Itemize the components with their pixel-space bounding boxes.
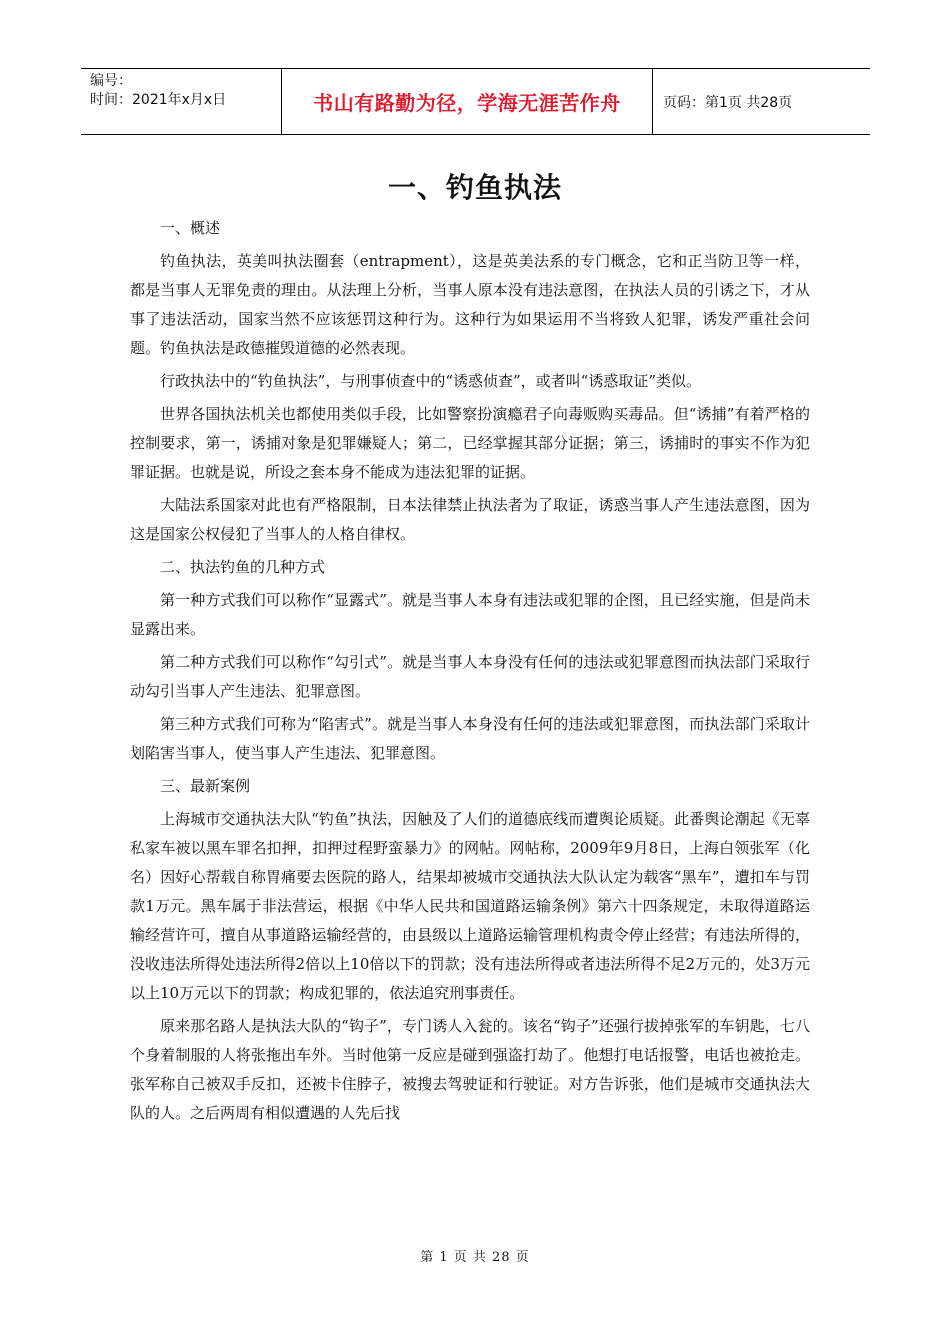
paragraph: 第三种方式我们可称为“陷害式”。就是当事人本身没有任何的违法或犯罪意图，而执法部门采取计划陷害当事人，使当事人产生违法、犯罪意图。 (130, 715, 810, 762)
paragraph: 原来那名路人是执法大队的“钩子”，专门诱人入瓮的。该名“钩子”还强行拔掉张军的车钥匙，七八个身着制服的人将张拖出车外。当时他第一反应是碰到强盗打劫了。他想打电话报警，电话也被抢走。张军称自己被双手反扣，还被卡住脖子，被搜去驾驶证和行驶证。对方告诉张，他们是城市交通执法大队的人。之后两周有相似遭遇的人先后找 (130, 1017, 810, 1122)
header-time-label: 时间：2021年x月x日 (90, 92, 227, 108)
document-header (81, 68, 870, 135)
document-body (130, 214, 810, 1132)
paragraph: 世界各国执法机关也都使用类似手段，比如警察扮演瘾君子向毒贩购买毒品。但“诱捕”有着严格的控制要求，第一，诱捕对象是犯罪嫌疑人；第二，已经掌握其部分证据；第三，诱捕时的事实不作为犯罪证据。也就是说，所设之套本身不能成为违法犯罪的证据。 (130, 405, 810, 481)
page-footer: 第 1 页 共 28 页 (420, 1250, 530, 1265)
paragraph: 大陆法系国家对此也有严格限制，日本法律禁止执法者为了取证，诱惑当事人产生违法意图，因为这是国家公权侵犯了当事人的人格自律权。 (130, 496, 810, 543)
section-heading: 一、概述 (160, 219, 221, 237)
paragraph: 行政执法中的“钓鱼执法”，与刑事侦查中的“诱惑侦查”，或者叫“诱惑取证”类似。 (160, 372, 702, 390)
paragraph: 第二种方式我们可以称作“勾引式”。就是当事人本身没有任何的违法或犯罪意图而执法部门采取行动勾引当事人产生违法、犯罪意图。 (130, 653, 810, 700)
header-meta (81, 69, 282, 134)
header-page-info: 页码：第1页 共28页 (663, 94, 793, 111)
section-heading: 二、执法钓鱼的几种方式 (160, 558, 326, 576)
section-heading: 三、最新案例 (160, 777, 251, 795)
paragraph: 钓鱼执法，英美叫执法圈套（entrapment），这是英美法系的专门概念，它和正当防卫等一样，都是当事人无罪免责的理由。从法理上分析，当事人原本没有违法意图，在执法人员的引诱之下，才从事了违法活动，国家当然不应该惩罚这种行为。这种行为如果运用不当将致人犯罪，诱发严重社会问题。钓鱼执法是政德摧毁道德的必然表现。 (130, 252, 810, 357)
paragraph: 上海城市交通执法大队“钓鱼”执法，因触及了人们的道德底线而遭舆论质疑。此番舆论潮起《无辜私家车被以黑车罪名扣押，扣押过程野蛮暴力》的网帖。网帖称，2009年9月8日，上海白领张军（化名）因好心帮载自称胃痛要去医院的路人，结果却被城市交通执法大队认定为载客“黑车”，遭扣车与罚款1万元。黑车属于非法营运，根据《中华人民共和国道路运输条例》第六十四条规定，未取得道路运输经营许可，擅自从事道路运输经营的，由县级以上道路运输管理机构责令停止经营；有违法所得的，没收违法所得处违法所得2倍以上10倍以下的罚款；没有违法所得或者违法所得不足2万元的，处3万元以上10万元以下的罚款；构成犯罪的，依法追究刑事责任。 (130, 810, 810, 1002)
paragraph: 第一种方式我们可以称作“显露式”。就是当事人本身有违法或犯罪的企图，且已经实施，但是尚未显露出来。 (130, 591, 810, 638)
header-motto: 书山有路勤为径，学海无涯苦作舟 (282, 69, 653, 134)
document-title: 一、钓鱼执法 (387, 171, 562, 204)
header-code-label: 编号： (90, 73, 132, 89)
